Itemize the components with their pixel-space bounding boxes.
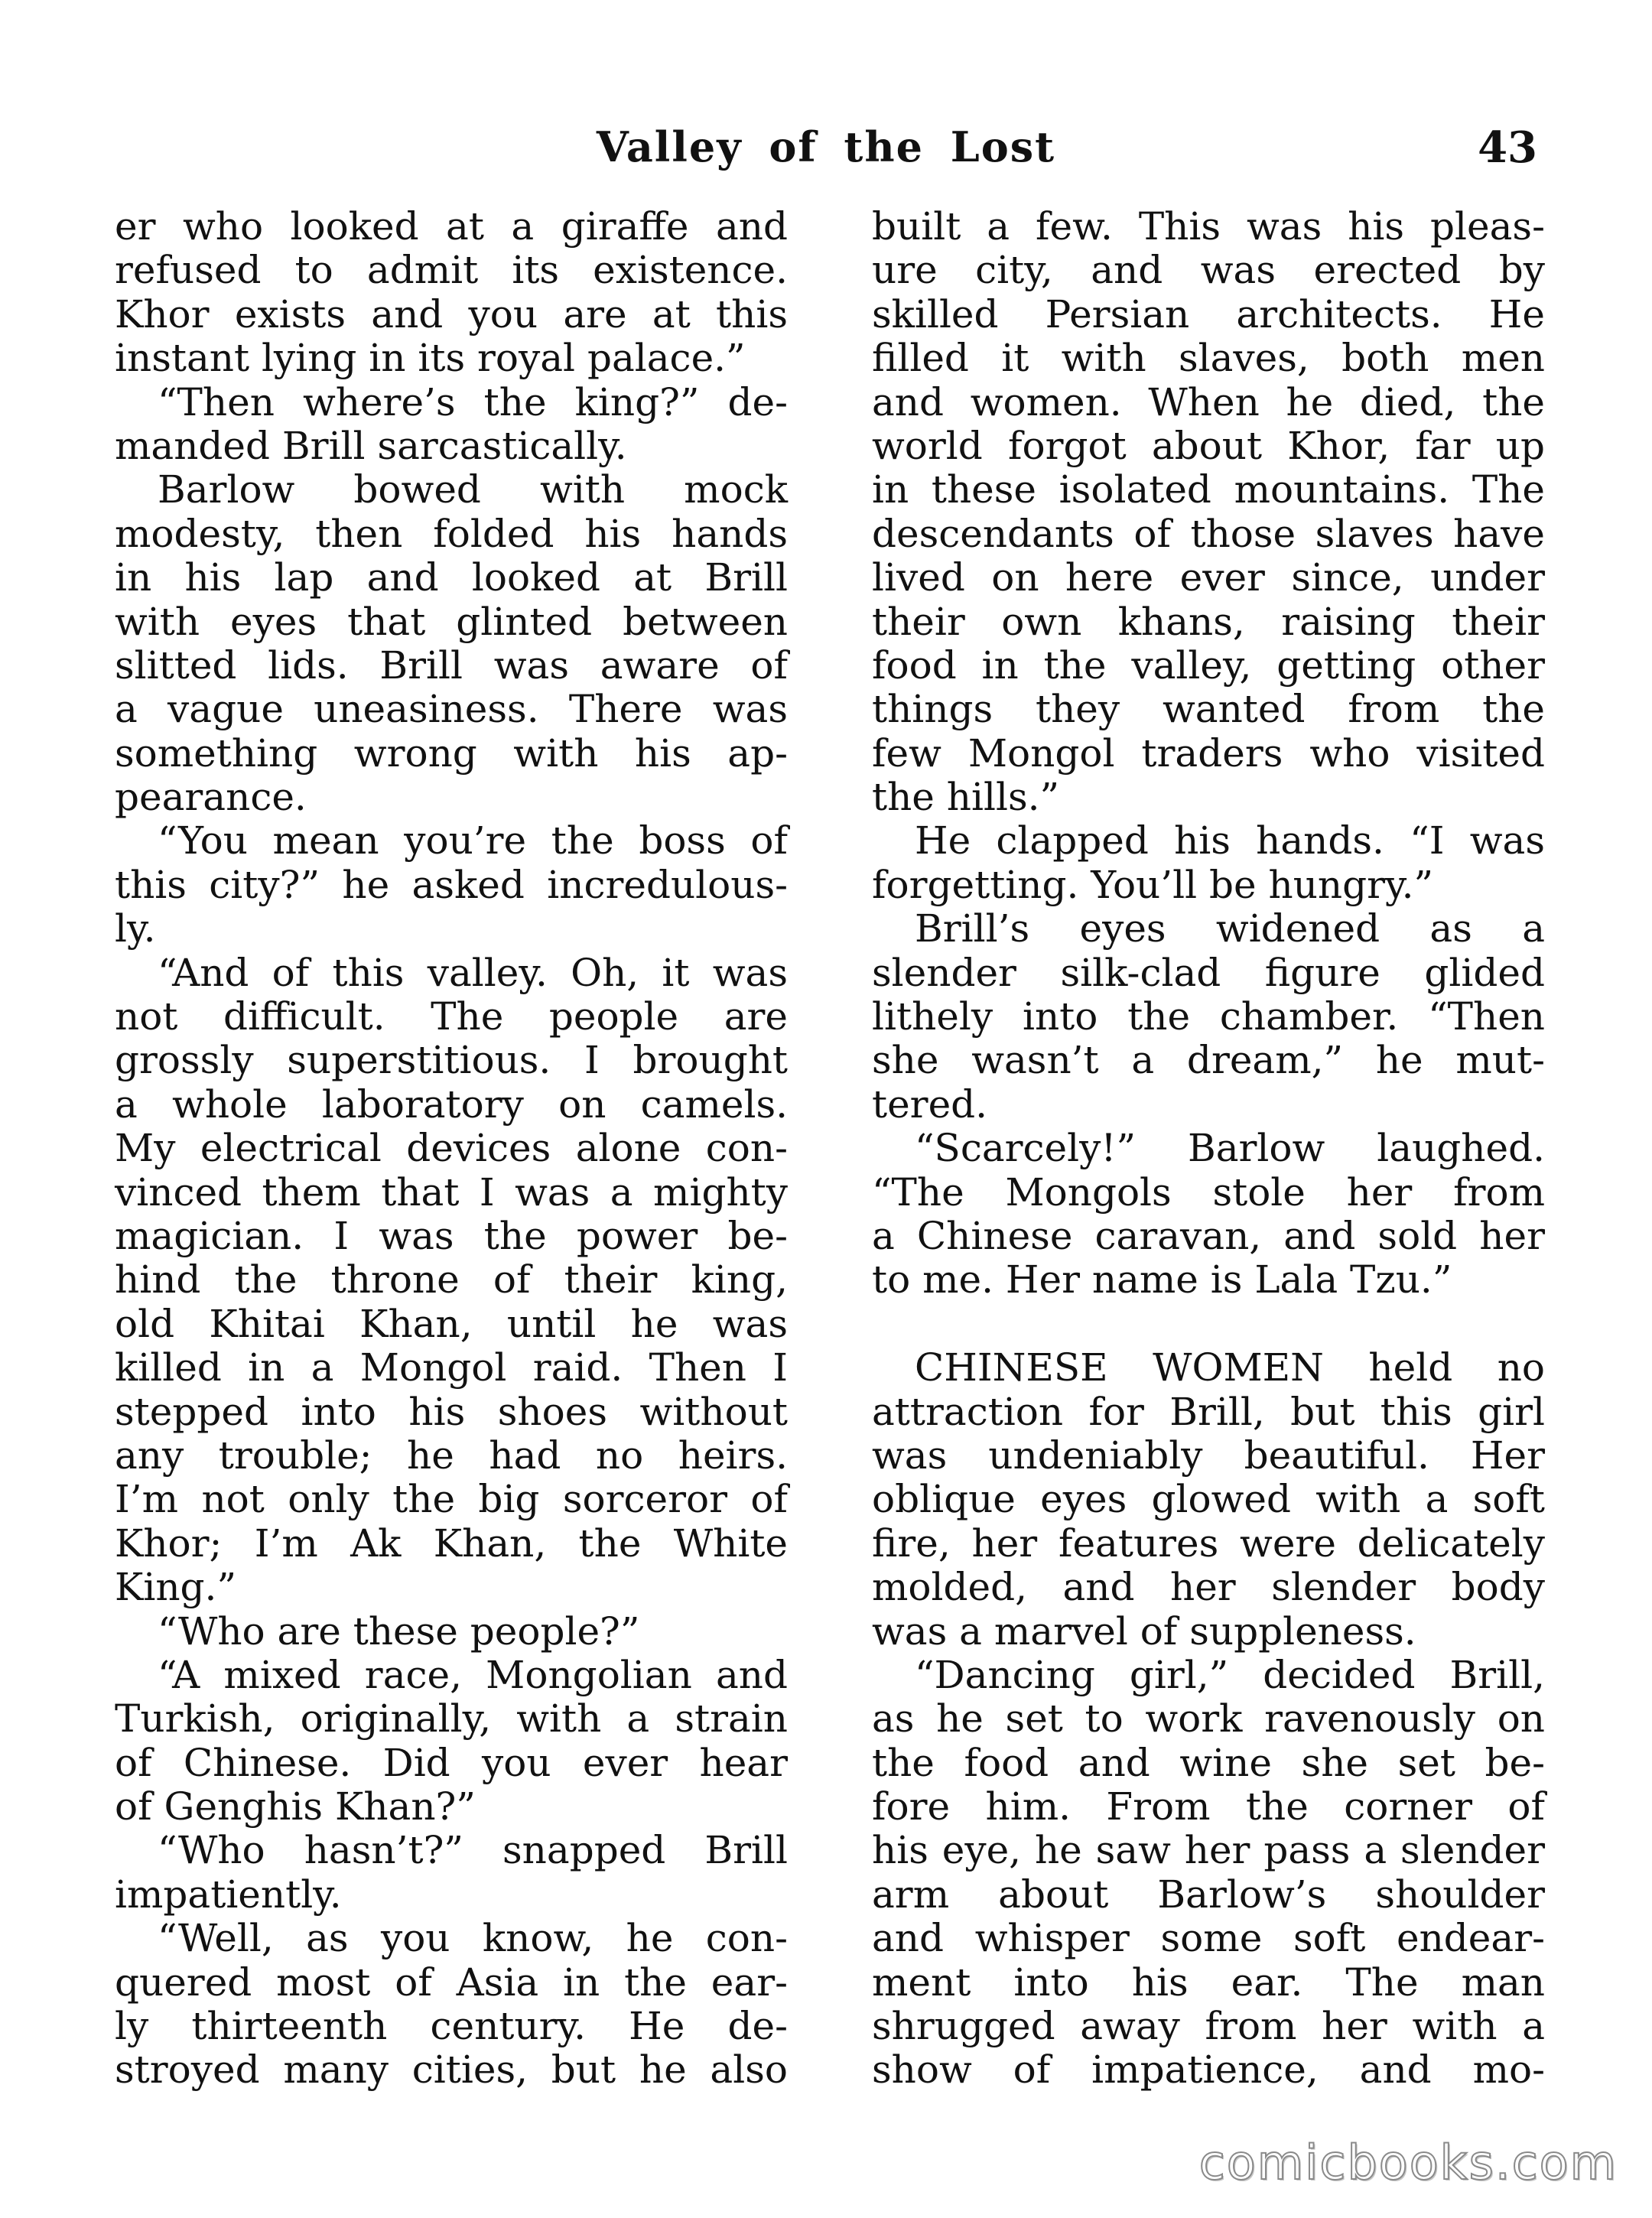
text-line: King.”: [115, 1565, 237, 1610]
text-line: lived on here ever since, under: [872, 555, 1545, 600]
text-line: attraction for Brill, but this girl: [872, 1389, 1545, 1434]
text-line: was a marvel of suppleness.: [872, 1608, 1416, 1654]
text-line: of Chinese. Did you ever hear: [115, 1740, 788, 1785]
text-line: Turkish, originally, with a strain: [115, 1696, 788, 1742]
text-line: any trouble; he had no heirs.: [115, 1433, 788, 1478]
text-line: this city?” he asked incredulous-: [115, 862, 788, 907]
text-line: molded, and her slender body: [872, 1565, 1545, 1610]
running-header: [115, 122, 1537, 184]
text-line: filled it with slaves, both men: [872, 336, 1545, 381]
text-line: My electrical devices alone con-: [115, 1126, 788, 1171]
text-line: she wasn’t a dream,” he mut-: [872, 1038, 1545, 1083]
text-line: “Dancing girl,” decided Brill,: [915, 1652, 1545, 1697]
text-line: Khor; I’m Ak Khan, the White: [115, 1520, 788, 1566]
text-line: in his lap and looked at Brill: [115, 555, 788, 600]
text-line: “Who hasn’t?” snapped Brill: [158, 1828, 788, 1873]
text-line: ure city, and was erected by: [872, 248, 1545, 293]
right-text-column: [872, 205, 1545, 2093]
text-line: CHINESE WOMEN held no: [915, 1345, 1545, 1390]
text-line: stroyed many cities, but he also: [115, 2047, 788, 2093]
text-line: and whisper some soft endear-: [872, 1916, 1545, 1961]
text-line: built a few. This was his pleas-: [872, 204, 1545, 249]
text-line: fire, her features were delicately: [872, 1520, 1545, 1566]
text-line: food in the valley, getting other: [872, 642, 1545, 688]
text-line: er who looked at a giraffe and: [115, 204, 788, 249]
text-line: grossly superstitious. I brought: [115, 1038, 788, 1083]
text-line: not difficult. The people are: [115, 994, 788, 1039]
text-line: a Chinese caravan, and sold her: [872, 1213, 1545, 1258]
text-line: manded Brill sarcastically.: [115, 423, 627, 468]
text-line: with eyes that glinted between: [115, 599, 788, 644]
left-text-column: [115, 205, 788, 2093]
text-line: in these isolated mountains. The: [872, 467, 1545, 512]
text-line: lithely into the chamber. “Then: [872, 994, 1545, 1039]
text-line: tered.: [872, 1081, 988, 1127]
text-line: pearance.: [115, 775, 307, 820]
page-number: 43: [1478, 122, 1537, 173]
text-line: the hills.”: [872, 775, 1060, 820]
text-line: refused to admit its existence.: [115, 248, 788, 293]
text-line: of Genghis Khan?”: [115, 1784, 476, 1829]
text-line: “Scarcely!” Barlow laughed.: [915, 1126, 1545, 1171]
text-line: “Who are these people?”: [158, 1608, 640, 1654]
text-line: fore him. From the corner of: [872, 1784, 1545, 1829]
text-line: the food and wine she set be-: [872, 1740, 1545, 1785]
text-line: show of impatience, and mo-: [872, 2047, 1545, 2093]
text-line: Barlow bowed with mock: [158, 467, 788, 512]
text-line: was undeniably beautiful. Her: [872, 1433, 1545, 1478]
text-line: oblique eyes glowed with a soft: [872, 1477, 1545, 1522]
text-line: ment into his ear. The man: [872, 1959, 1545, 2005]
text-line: “And of this valley. Oh, it was: [158, 950, 788, 995]
text-line: “Then where’s the king?” de-: [158, 379, 788, 424]
text-line: Khor exists and you are at this: [115, 291, 788, 337]
text-line: magician. I was the power be-: [115, 1213, 788, 1258]
text-line: slender silk-clad figure glided: [872, 950, 1545, 995]
text-line: arm about Barlow’s shoulder: [872, 1872, 1545, 1917]
text-line: as he set to work ravenously on: [872, 1696, 1545, 1742]
text-line: his eye, he saw her pass a slender: [872, 1828, 1545, 1873]
text-line: skilled Persian architects. He: [872, 291, 1545, 337]
text-line: impatiently.: [115, 1872, 342, 1917]
watermark: comicbooks.com: [1198, 2135, 1618, 2190]
text-line: something wrong with his ap-: [115, 730, 788, 776]
text-line: Brill’s eyes widened as a: [915, 906, 1545, 951]
text-line: vinced them that I was a mighty: [115, 1169, 788, 1215]
text-line: their own khans, raising their: [872, 599, 1545, 644]
text-line: to me. Her name is Lala Tzu.”: [872, 1257, 1452, 1303]
text-line: slitted lids. Brill was aware of: [115, 642, 788, 688]
text-line: descendants of those slaves have: [872, 511, 1545, 556]
text-line: things they wanted from the: [872, 687, 1545, 732]
text-line: He clapped his hands. “I was: [915, 818, 1545, 863]
text-line: ly.: [115, 906, 156, 951]
text-line: ly thirteenth century. He de-: [115, 2004, 788, 2049]
text-line: “The Mongols stole her from: [872, 1169, 1545, 1215]
text-line: a whole laboratory on camels.: [115, 1081, 788, 1127]
text-line: instant lying in its royal palace.”: [115, 336, 746, 381]
text-line: a vague uneasiness. There was: [115, 687, 788, 732]
text-line: old Khitai Khan, until he was: [115, 1301, 788, 1346]
text-line: killed in a Mongol raid. Then I: [115, 1345, 788, 1390]
text-line: “A mixed race, Mongolian and: [158, 1652, 788, 1697]
text-line: “You mean you’re the boss of: [158, 818, 788, 863]
text-line: stepped into his shoes without: [115, 1389, 788, 1434]
text-line: quered most of Asia in the ear-: [115, 1959, 788, 2005]
text-line: I’m not only the big sorceror of: [115, 1477, 788, 1522]
text-line: forgetting. You’ll be hungry.”: [872, 862, 1434, 907]
text-line: few Mongol traders who visited: [872, 730, 1545, 776]
text-line: world forgot about Khor, far up: [872, 423, 1545, 468]
text-line: [872, 1303, 1545, 1346]
running-title: Valley of the Lost: [596, 122, 1056, 171]
text-line: modesty, then folded his hands: [115, 511, 788, 556]
text-line: shrugged away from her with a: [872, 2004, 1545, 2049]
text-line: “Well, as you know, he con-: [158, 1916, 788, 1961]
text-line: and women. When he died, the: [872, 379, 1545, 424]
text-line: hind the throne of their king,: [115, 1257, 788, 1303]
